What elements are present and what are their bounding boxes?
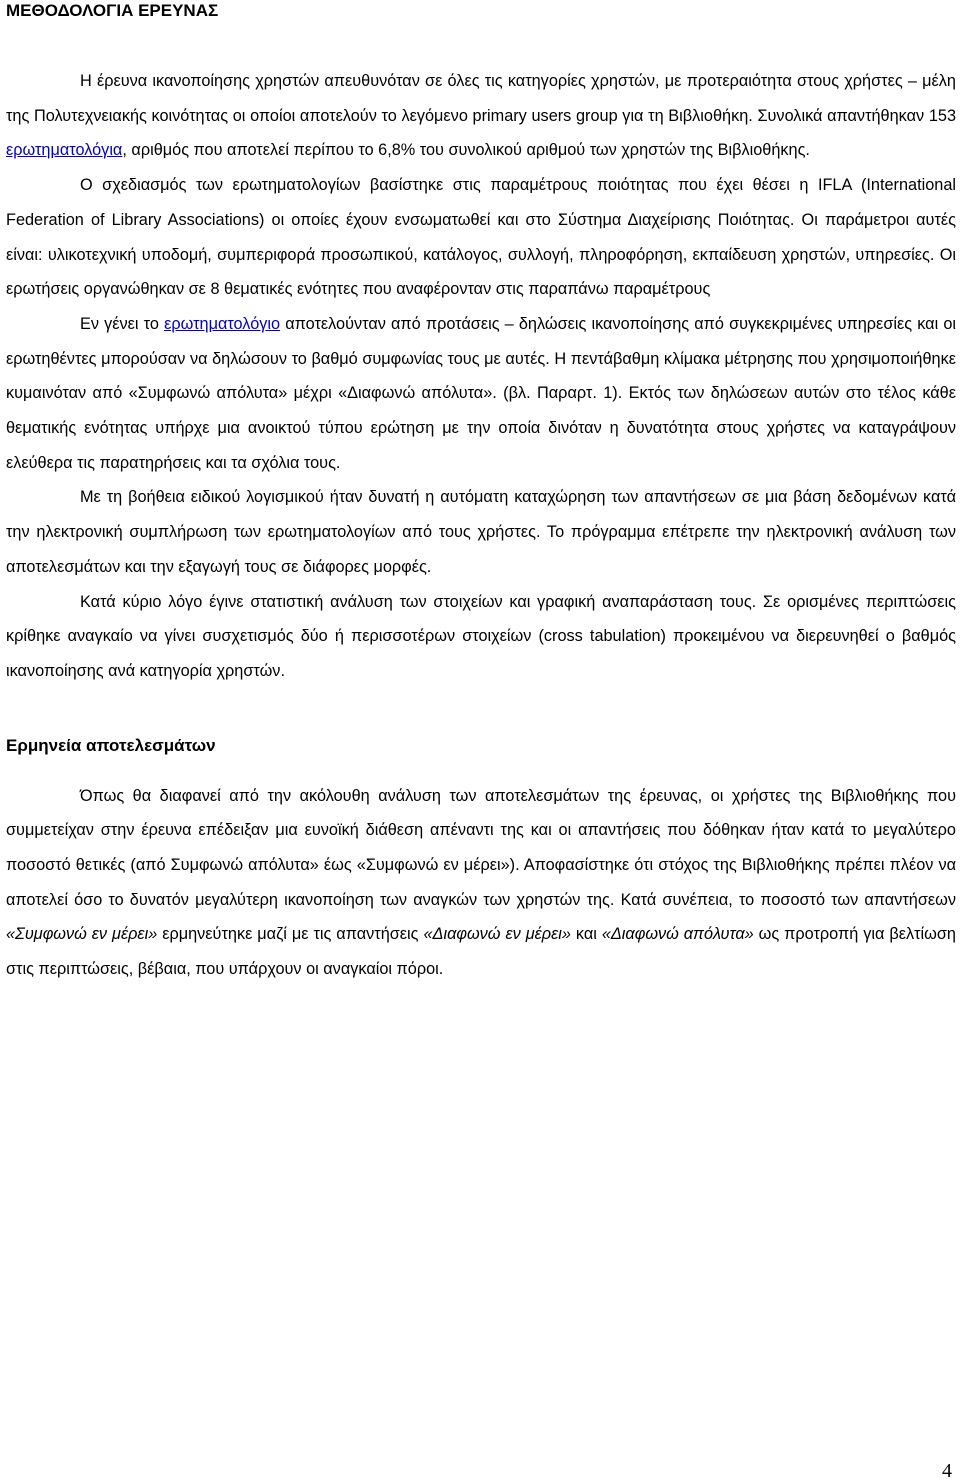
questionnaires-link[interactable]: ερωτηματολόγια — [6, 141, 123, 160]
section-heading-methodology: ΜΕΘΟΔΟΛΟΓΙΑ ΕΡΕΥΝΑΣ — [6, 1, 219, 20]
paragraph-text: αποτελούνταν από προτάσεις – δηλώσεις ικανοποίησης από συγκεκριμένες υπηρεσίες και οι ερωτηθέντες μπορούσαν να δηλώσουν το βαθμό συμφωνίας τους με αυτές. Η πεντάβαθμη κλίμακα μέτρησης που χρησιμοποιήθηκε κυμαινόταν από «Συμφωνώ απόλυτα» μέχρι «Διαφωνώ απόλυτα». (βλ. Παραρτ. 1). Εκτός των δηλώσεων αυτών στο τέλος κάθε θεματικής ενότητας υπήρχε μια ανοικτού τύπου ερώτηση με την οποία δινόταν η δυνατότητα στους χρήστες να καταγράψουν ελεύθερα τις παρατηρήσεις και τα σχόλια τους. — [6, 314, 956, 472]
page-number: 4 — [942, 1460, 952, 1482]
paragraph-software: Με τη βοήθεια ειδικού λογισμικού ήταν δυνατή η αυτόματη καταχώρηση των απαντήσεων σε μια βάση δεδομένων κατά την ηλεκτρονική συμπλήρωση των ερωτηματολογίων από τους χρήστες. Το πρόγραμμα επέτρεπε την ηλεκτρονική ανάλυση των αποτελεσμάτων και την εξαγωγή τους σε διάφορες μορφές. — [6, 488, 956, 576]
paragraph-text: , αριθμός που αποτελεί περίπου το 6,8% του συνολικού αριθμού των χρηστών της Βιβλιοθήκης. — [122, 141, 810, 160]
emphasis-agree-partly: «Συμφωνώ εν μέρει» — [6, 925, 158, 944]
paragraph-text: Εν γένει το — [80, 314, 165, 333]
document-page — [6, 0, 956, 987]
questionnaire-link[interactable]: ερωτηματολόγιο — [164, 314, 281, 333]
paragraph-statistical-analysis: Κατά κύριο λόγο έγινε στατιστική ανάλυση των στοιχείων και γραφική αναπαράσταση τους. Σε ορισμένες περιπτώσεις κρίθηκε αναγκαίο να γίνει συσχετισμός δύο ή περισσοτέρων στοιχείων (cross tabulation) προκειμένου να διερευνηθεί ο βαθμός ικανοποίησης ανά κατηγορία χρηστών. — [6, 592, 956, 680]
emphasis-disagree-fully: «Διαφωνώ απόλυτα» — [601, 925, 754, 944]
section-heading-interpretation: Ερμηνεία αποτελεσμάτων — [6, 735, 216, 755]
paragraph-interpretation — [6, 779, 956, 987]
paragraph-text: και — [570, 925, 602, 944]
paragraph-text: Η έρευνα ικανοποίησης χρηστών απευθυνόταν σε όλες τις κατηγορίες χρηστών, με προτεραιότητα στους χρήστες – μέλη της Πολυτεχνειακής κοινότητας οι οποίοι αποτελούν το λεγόμενο primary users group για τη Βιβλιοθήκη. Συνολικά απαντήθηκαν 153 — [6, 72, 956, 125]
emphasis-disagree-partly: «Διαφωνώ εν μέρει» — [423, 925, 571, 944]
paragraph-text: ως προτροπή για βελτίωση στις περιπτώσεις, βέβαια, που υπάρχουν οι αναγκαίοι πόροι. — [6, 925, 956, 979]
paragraph-questionnaire-structure — [6, 307, 956, 481]
paragraph-survey-scope — [6, 64, 956, 168]
paragraph-questionnaire-design: Ο σχεδιασμός των ερωτηματολογίων βασίστηκε στις παραμέτρους ποιότητας που έχει θέσει η IFLA (International Federation of Library Associations) οι οποίες έχουν ενσωματωθεί και στο Σύστημα Διαχείρισης Ποιότητας. Οι παράμετροι αυτές είναι: υλικοτεχνική υποδομή, συμπεριφορά προσωπικού, κατάλογος, συλλογή, πληροφόρηση, εκπαίδευση χρηστών, υπηρεσίες. Οι ερωτήσεις οργανώθηκαν σε 8 θεματικές ενότητες που αναφέρονταν στις παραπάνω παραμέτρους — [6, 176, 956, 299]
paragraph-text: Όπως θα διαφανεί από την ακόλουθη ανάλυση των αποτελεσμάτων της έρευνας, οι χρήστες της Βιβλιοθήκης που συμμετείχαν στην έρευνα επέδειξαν μια ευνοϊκή διάθεση απέναντι της και οι απαντήσεις που δόθηκαν ήταν κατά το μεγαλύτερο ποσοστό θετικές (από Συμφωνώ απόλυτα» έως «Συμφωνώ εν μέρει»). Αποφασίστηκε ότι στόχος της Βιβλιοθήκης πρέπει πλέον να αποτελεί όσο το δυνατόν μεγαλύτερη ικανοποίηση των αναγκών των χρηστών της. Κατά συνέπεια, το ποσοστό των απαντήσεων — [6, 786, 956, 909]
paragraph-text: ερμηνεύτηκε μαζί με τις απαντήσεις — [157, 925, 424, 944]
